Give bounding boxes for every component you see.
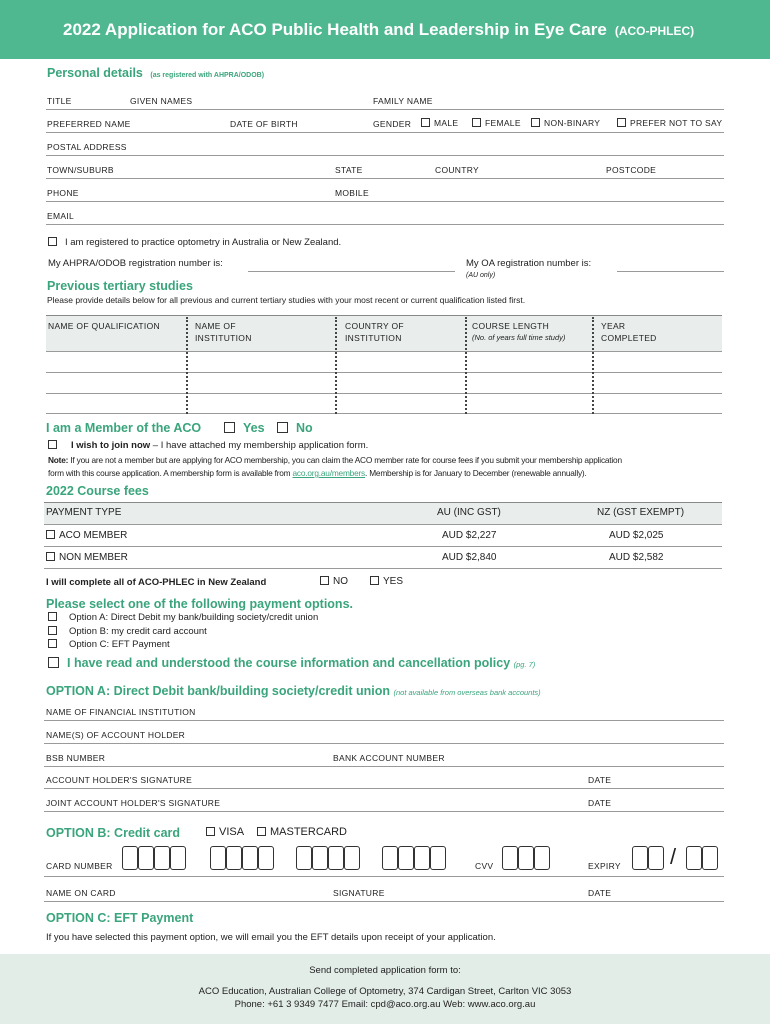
card-signature-label: SIGNATURE <box>333 888 385 898</box>
col-year-b: COMPLETED <box>601 333 657 343</box>
postal-address-label: POSTAL ADDRESS <box>47 142 127 152</box>
card-number-group-2[interactable] <box>210 846 274 870</box>
join-now-checkbox[interactable] <box>48 440 57 449</box>
fee-row-nonmember[interactable]: NON MEMBER <box>46 552 128 563</box>
tertiary-heading: Previous tertiary studies <box>47 279 193 293</box>
col-qualification: NAME OF QUALIFICATION <box>48 321 160 331</box>
footer-contact: Phone: +61 3 9349 7477 Email: cpd@aco.org.au Web: www.aco.org.au <box>234 999 536 1010</box>
bank-account-label: BANK ACCOUNT NUMBER <box>333 753 445 763</box>
nonbinary-checkbox[interactable] <box>531 118 540 127</box>
ahpra-number-field[interactable] <box>248 271 455 272</box>
col-institution-b: INSTITUTION <box>195 333 252 343</box>
aco-member-checkbox[interactable] <box>46 530 55 539</box>
member-note-line2: form with this course application. A membership form is available from aco.org.au/members. Membership is for January to December (renewable annually). <box>48 468 587 478</box>
nz-no-checkbox[interactable] <box>320 576 329 585</box>
footer-send-to: Send completed application form to: <box>309 965 461 976</box>
join-now-option[interactable]: I wish to join now – I have attached my membership application form. <box>48 440 368 451</box>
divider <box>44 568 722 569</box>
col-course-length-note: (No. of years full time study) <box>472 333 566 342</box>
card-number-label: CARD NUMBER <box>46 861 113 871</box>
given-names-label: GIVEN NAMES <box>130 96 193 106</box>
footer-address: ACO Education, Australian College of Optometry, 374 Cardigan Street, Carlton VIC 3053 <box>198 986 572 997</box>
option-b-heading: OPTION B: Credit card <box>46 826 181 840</box>
cvv-field[interactable] <box>502 846 550 870</box>
option-b-checkbox[interactable] <box>48 626 57 635</box>
form-title: 2022 Application for ACO Public Health and Leadership in Eye Care (ACO-PHLEC) <box>63 20 695 39</box>
expiry-month-field[interactable] <box>632 846 664 870</box>
visa-option[interactable]: VISA <box>206 826 244 838</box>
option-c-checkbox[interactable] <box>48 639 57 648</box>
payment-heading: Please select one of the following payment options. <box>46 597 353 611</box>
expiry-year-field[interactable] <box>686 846 718 870</box>
member-yes-option[interactable]: Yes <box>224 421 265 435</box>
ahpra-label: My AHPRA/ODOB registration number is: <box>48 258 223 269</box>
divider <box>46 178 724 179</box>
table-col-divider <box>465 317 467 414</box>
payment-option-a[interactable]: Option A: Direct Debit my bank/building society/credit union <box>48 612 318 623</box>
account-holder-field[interactable] <box>44 743 724 744</box>
expiry-slash: / <box>670 844 677 869</box>
divider <box>46 109 724 110</box>
nz-no-option[interactable]: NO <box>320 576 348 587</box>
fee-member-au: AUD $2,227 <box>442 530 497 541</box>
non-member-checkbox[interactable] <box>46 552 55 561</box>
title-label: TITLE <box>47 96 72 106</box>
au-only-note: (AU only) <box>466 272 496 279</box>
signature-label: ACCOUNT HOLDER'S SIGNATURE <box>46 775 193 785</box>
expiry-label: EXPIRY <box>588 861 621 871</box>
state-label: STATE <box>335 165 363 175</box>
mastercard-checkbox[interactable] <box>257 827 266 836</box>
divider <box>46 155 724 156</box>
oa-label: My OA registration number is: <box>466 258 592 269</box>
postcode-label: POSTCODE <box>606 165 657 175</box>
fees-col-type: PAYMENT TYPE <box>46 507 122 518</box>
divider <box>46 201 724 202</box>
form-code: (ACO-PHLEC) <box>614 24 695 38</box>
page-header <box>0 0 770 59</box>
card-details-field[interactable] <box>44 901 724 902</box>
option-c-heading: OPTION C: EFT Payment <box>46 911 194 925</box>
col-course-length: COURSE LENGTH <box>472 321 550 331</box>
dob-label: DATE OF BIRTH <box>230 119 298 129</box>
phone-label: PHONE <box>47 188 79 198</box>
town-label: TOWN/SUBURB <box>47 165 114 175</box>
member-heading: I am a Member of the ACO <box>46 421 202 435</box>
institution-field[interactable] <box>44 720 724 721</box>
tertiary-intro: Please provide details below for all previous and current tertiary studies with your most recent or current qualification listed first. <box>47 295 526 305</box>
col-country-a: COUNTRY OF <box>345 321 404 331</box>
policy-checkbox[interactable] <box>48 657 59 668</box>
card-number-group-1[interactable] <box>122 846 186 870</box>
gender-label: GENDER <box>373 119 412 129</box>
signature-field[interactable] <box>44 788 724 789</box>
policy-option[interactable]: I have read and understood the course information and cancellation policy (pg. 7) <box>48 656 535 670</box>
visa-checkbox[interactable] <box>206 827 215 836</box>
female-checkbox[interactable] <box>472 118 481 127</box>
joint-date-label: DATE <box>588 798 612 808</box>
member-no-checkbox[interactable] <box>277 422 288 433</box>
col-year-a: YEAR <box>601 321 626 331</box>
fees-col-au: AU (INC GST) <box>437 507 501 518</box>
divider <box>46 132 724 133</box>
table-row-line <box>46 393 722 394</box>
payment-option-c[interactable]: Option C: EFT Payment <box>48 639 170 650</box>
col-institution-a: NAME OF <box>195 321 236 331</box>
member-note-line1: Note: If you are not a member but are applying for ACO membership, you can claim the ACO member rate for course fees if you submit your membership application <box>48 455 622 465</box>
divider <box>44 876 724 877</box>
family-name-label: FAMILY NAME <box>373 96 433 106</box>
card-number-group-4[interactable] <box>382 846 446 870</box>
payment-option-b[interactable]: Option B: my credit card account <box>48 626 207 637</box>
members-link[interactable]: aco.org.au/members <box>292 468 365 478</box>
preferred-name-label: PREFERRED NAME <box>47 119 131 129</box>
option-a-checkbox[interactable] <box>48 612 57 621</box>
member-no-option[interactable]: No <box>277 421 313 435</box>
table-col-divider <box>592 317 594 414</box>
registered-checkbox[interactable] <box>48 237 57 246</box>
bsb-label: BSB NUMBER <box>46 753 106 763</box>
cvv-label: CVV <box>475 861 494 871</box>
fees-col-nz: NZ (GST EXEMPT) <box>597 507 685 518</box>
fees-heading: 2022 Course fees <box>46 484 149 498</box>
fee-nonmember-nz: AUD $2,582 <box>609 552 664 563</box>
option-c-text: If you have selected this payment option, we will email you the EFT details upon receipt of your application. <box>46 932 496 943</box>
email-label: EMAIL <box>47 211 75 221</box>
table-row-line <box>46 413 722 414</box>
gender-female-option[interactable]: FEMALE <box>472 118 521 128</box>
nz-question: I will complete all of ACO-PHLEC in New Zealand <box>46 577 267 588</box>
nz-yes-checkbox[interactable] <box>370 576 379 585</box>
institution-label: NAME OF FINANCIAL INSTITUTION <box>46 707 196 717</box>
card-number-group-3[interactable] <box>296 846 360 870</box>
table-row-line <box>46 372 722 373</box>
divider <box>44 524 722 525</box>
divider <box>44 546 722 547</box>
gender-male-option[interactable]: MALE <box>421 118 458 128</box>
card-date-label: DATE <box>588 888 612 898</box>
option-a-heading: OPTION A: Direct Debit bank/building society/credit union (not available from overseas bank accounts) <box>46 684 541 698</box>
footer <box>0 954 770 1024</box>
mastercard-option[interactable]: MASTERCARD <box>257 826 347 838</box>
mobile-label: MOBILE <box>335 188 369 198</box>
table-col-divider <box>186 317 188 414</box>
male-checkbox[interactable] <box>421 118 430 127</box>
registered-option[interactable]: I am registered to practice optometry in Australia or New Zealand. <box>48 237 341 248</box>
joint-signature-field[interactable] <box>44 811 724 812</box>
fee-row-member[interactable]: ACO MEMBER <box>46 530 127 541</box>
oa-number-field[interactable] <box>617 271 724 272</box>
col-country-b: INSTITUTION <box>345 333 402 343</box>
table-row-line <box>46 351 722 352</box>
fee-member-nz: AUD $2,025 <box>609 530 664 541</box>
signature-date-label: DATE <box>588 775 612 785</box>
bank-details-field[interactable] <box>44 766 724 767</box>
name-on-card-label: NAME ON CARD <box>46 888 116 898</box>
gender-nonbinary-option[interactable]: NON-BINARY <box>531 118 600 128</box>
personal-heading: Personal details (as registered with AHPRA/ODOB) <box>47 66 265 80</box>
divider <box>46 224 724 225</box>
country-label: COUNTRY <box>435 165 479 175</box>
member-yes-checkbox[interactable] <box>224 422 235 433</box>
joint-signature-label: JOINT ACCOUNT HOLDER'S SIGNATURE <box>46 798 221 808</box>
account-holder-label: NAME(S) OF ACCOUNT HOLDER <box>46 730 186 740</box>
fee-nonmember-au: AUD $2,840 <box>442 552 497 563</box>
nz-yes-option[interactable]: YES <box>370 576 403 587</box>
prefer-not-checkbox[interactable] <box>617 118 626 127</box>
table-col-divider <box>335 317 337 414</box>
gender-prefer-not-option[interactable]: PREFER NOT TO SAY <box>617 118 722 128</box>
